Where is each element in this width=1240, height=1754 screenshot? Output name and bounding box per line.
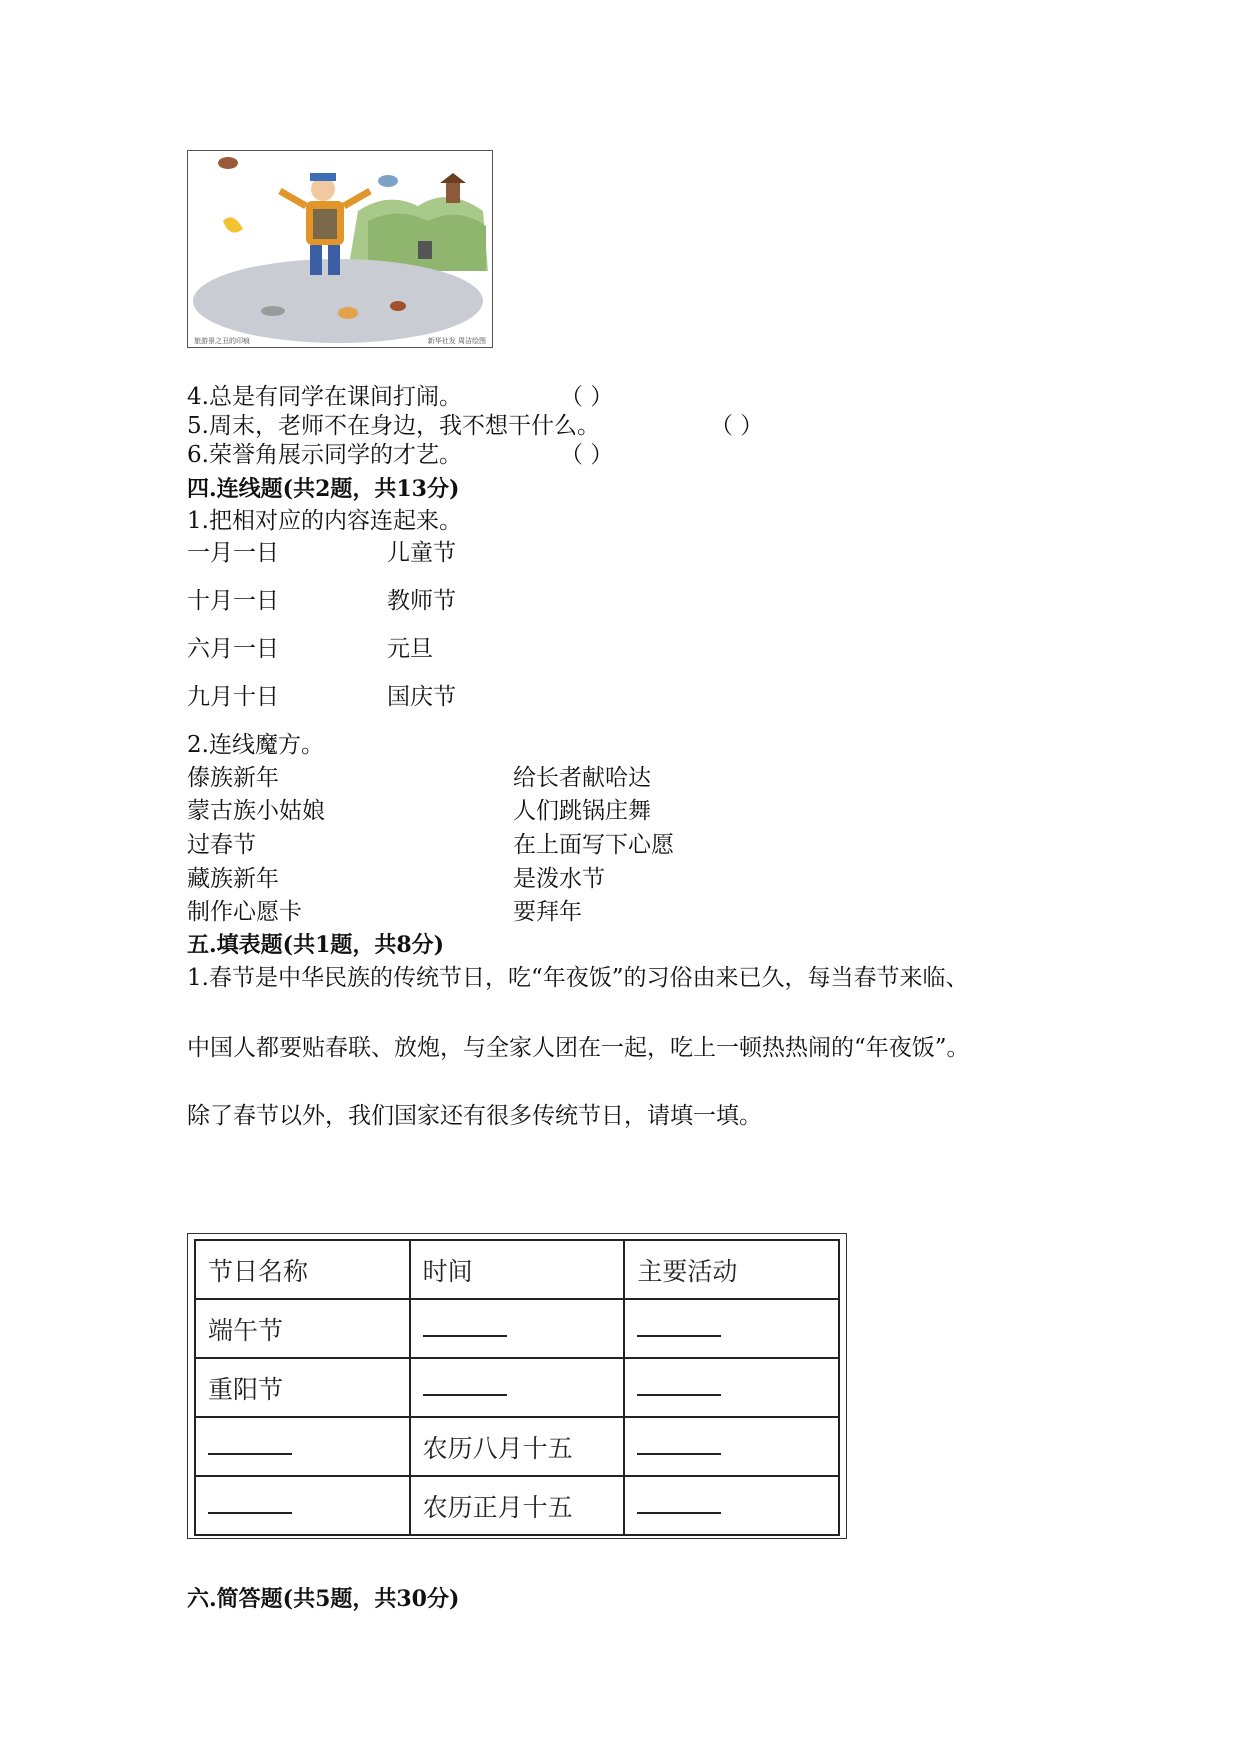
q2-right-item[interactable]: 给长者献哈达 [513,765,651,791]
litter-cartoon-image [188,151,492,347]
table-cell[interactable] [624,1476,839,1535]
q1-right-item[interactable]: 儿童节 [387,540,456,566]
table-cell[interactable] [195,1417,410,1476]
table-header-cell: 节日名称 [195,1240,410,1299]
fill-table-paragraph-line-1: 1.春节是中华民族的传统节日，吃“年夜饭”的习俗由来已久，每当春节来临、 [187,965,969,991]
q2-left-item[interactable]: 过春节 [187,832,256,858]
q2-right-item[interactable]: 要拜年 [513,899,582,925]
table-cell[interactable] [624,1299,839,1358]
section-5-heading: 五.填表题(共1题，共8分) [187,932,445,958]
table-header-row [195,1240,839,1299]
fill-table-paragraph-line-3: 除了春节以外，我们国家还有很多传统节日，请填一填。 [187,1103,762,1129]
section-6-heading: 六.简答题(共5题，共30分) [187,1586,460,1612]
table-cell[interactable] [624,1417,839,1476]
answer-blank[interactable] [208,1496,292,1514]
cell-text: 重阳节 [208,1374,284,1404]
judgement-bracket-6[interactable]: （ ） [560,442,614,468]
q2-left-item[interactable]: 傣族新年 [187,765,279,791]
table-cell [195,1299,410,1358]
q1-right-item[interactable]: 教师节 [387,588,456,614]
judgement-item-4: 4.总是有同学在课间打闹。 [187,384,462,410]
cell-text: 农历八月十五 [422,1433,573,1463]
festival-table-frame [187,1233,847,1539]
fill-table-paragraph-line-2: 中国人都要贴春联、放炮，与全家人团在一起，吃上一顿热热闹的“年夜饭”。 [187,1035,970,1061]
q2-right-item[interactable]: 在上面写下心愿 [513,832,674,858]
table-cell[interactable] [624,1358,839,1417]
table-row [195,1299,839,1358]
festival-table [194,1239,840,1536]
matching-q2-prompt: 2.连线魔方。 [187,732,324,758]
answer-blank[interactable] [637,1437,721,1455]
table-cell[interactable] [410,1358,625,1417]
cell-text: 端午节 [208,1315,284,1345]
q2-left-item[interactable]: 蒙古族小姑娘 [187,798,325,824]
table-cell [410,1476,625,1535]
table-row [195,1417,839,1476]
answer-blank[interactable] [637,1378,721,1396]
q1-right-item[interactable]: 元旦 [387,636,433,662]
section-4-heading: 四.连线题(共2题，共13分) [187,476,460,502]
answer-blank[interactable] [423,1378,507,1396]
q2-right-item[interactable]: 人们跳锅庄舞 [513,798,651,824]
judgement-bracket-5[interactable]: （ ） [710,413,764,439]
judgement-bracket-4[interactable]: （ ） [560,384,614,410]
q1-left-item[interactable]: 六月一日 [187,636,279,662]
table-cell [195,1358,410,1417]
judgement-item-5: 5.周末，老师不在身边，我不想干什么。 [187,413,600,439]
answer-blank[interactable] [208,1437,292,1455]
matching-q1-prompt: 1.把相对应的内容连起来。 [187,508,462,534]
table-header-cell: 时间 [410,1240,625,1299]
cartoon-illustration [187,150,493,348]
q2-left-item[interactable]: 制作心愿卡 [187,899,302,925]
q2-right-item[interactable]: 是泼水节 [513,866,605,892]
q1-left-item[interactable]: 一月一日 [187,540,279,566]
illustration-caption-right: 新华社发 周洁绘图 [427,337,486,345]
illustration-caption-left: 旅游景之丑的印痕 [194,337,250,345]
table-row [195,1476,839,1535]
cell-text: 农历正月十五 [422,1492,573,1522]
answer-blank[interactable] [637,1319,721,1337]
table-header-cell: 主要活动 [624,1240,839,1299]
table-cell[interactable] [195,1476,410,1535]
q1-left-item[interactable]: 十月一日 [187,588,279,614]
q1-right-item[interactable]: 国庆节 [387,684,456,710]
table-cell [410,1417,625,1476]
judgement-item-6: 6.荣誉角展示同学的才艺。 [187,442,462,468]
q2-left-item[interactable]: 藏族新年 [187,866,279,892]
q1-left-item[interactable]: 九月十日 [187,684,279,710]
answer-blank[interactable] [637,1496,721,1514]
table-row [195,1358,839,1417]
answer-blank[interactable] [423,1319,507,1337]
table-cell[interactable] [410,1299,625,1358]
